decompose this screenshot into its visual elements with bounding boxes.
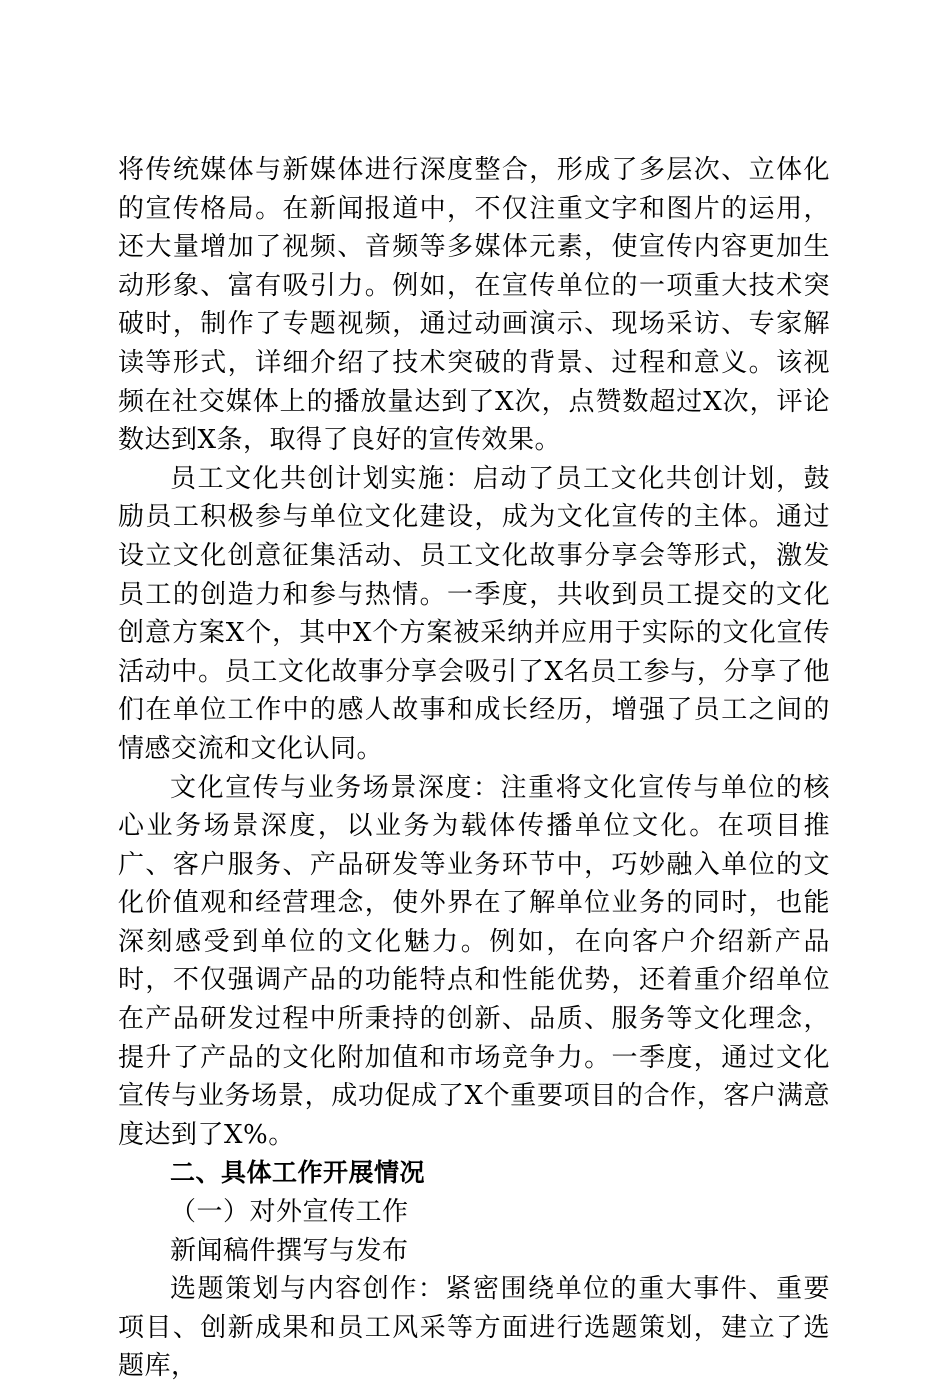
document-body — [118, 151, 830, 1386]
paragraph-business-scenario: 文化宣传与业务场景深度：注重将文化宣传与单位的核心业务场景深度，以业务为载体传播单位文化。在项目推广、客户服务、产品研发等业务环节中，巧妙融入单位的文化价值观和经营理念，使外界在了解单位业务的同时，也能深刻感受到单位的文化魅力。例如，在向客户介绍新产品时，不仅强调产品的功能特点和性能优势，还着重介绍单位在产品研发过程中所秉持的创新、品质、服务等文化理念，提升了产品的文化附加值和市场竞争力。一季度，通过文化宣传与业务场景，成功促成了X个重要项目的合作，客户满意度达到了X%。 — [118, 772, 830, 1150]
subsection-heading-news-writing: 新闻稿件撰写与发布 — [170, 1235, 409, 1266]
section-heading-work-progress: 二、具体工作开展情况 — [170, 1158, 426, 1188]
paragraph-media-integration: 将传统媒体与新媒体进行深度整合，形成了多层次、立体化的宣传格局。在新闻报道中，不仅注重文字和图片的运用，还大量增加了视频、音频等多媒体元素，使宣传内容更加生动形象、富有吸引力。例如，在宣传单位的一项重大技术突破时，制作了专题视频，通过动画演示、现场采访、专家解读等形式，详细介绍了技术突破的背景、过程和意义。该视频在社交媒体上的播放量达到了X次，点赞数超过X次，评论数达到X条，取得了良好的宣传效果。 — [118, 155, 830, 456]
subsection-heading-external-publicity: （一）对外宣传工作 — [170, 1197, 409, 1228]
paragraph-employee-culture: 员工文化共创计划实施：启动了员工文化共创计划，鼓励员工积极参与单位文化建设，成为文化宣传的主体。通过设立文化创意征集活动、员工文化故事分享会等形式，激发员工的创造力和参与热情。一季度，共收到员工提交的文化创意方案X个，其中X个方案被采纳并应用于实际的文化宣传活动中。员工文化故事分享会吸引了X名员工参与，分享了他们在单位工作中的感人故事和成长经历，增强了员工之间的情感交流和文化认同。 — [118, 463, 830, 764]
paragraph-topic-planning: 选题策划与内容创作：紧密围绕单位的重大事件、重要项目、创新成果和员工风采等方面进行选题策划，建立了选题库， — [118, 1274, 830, 1382]
